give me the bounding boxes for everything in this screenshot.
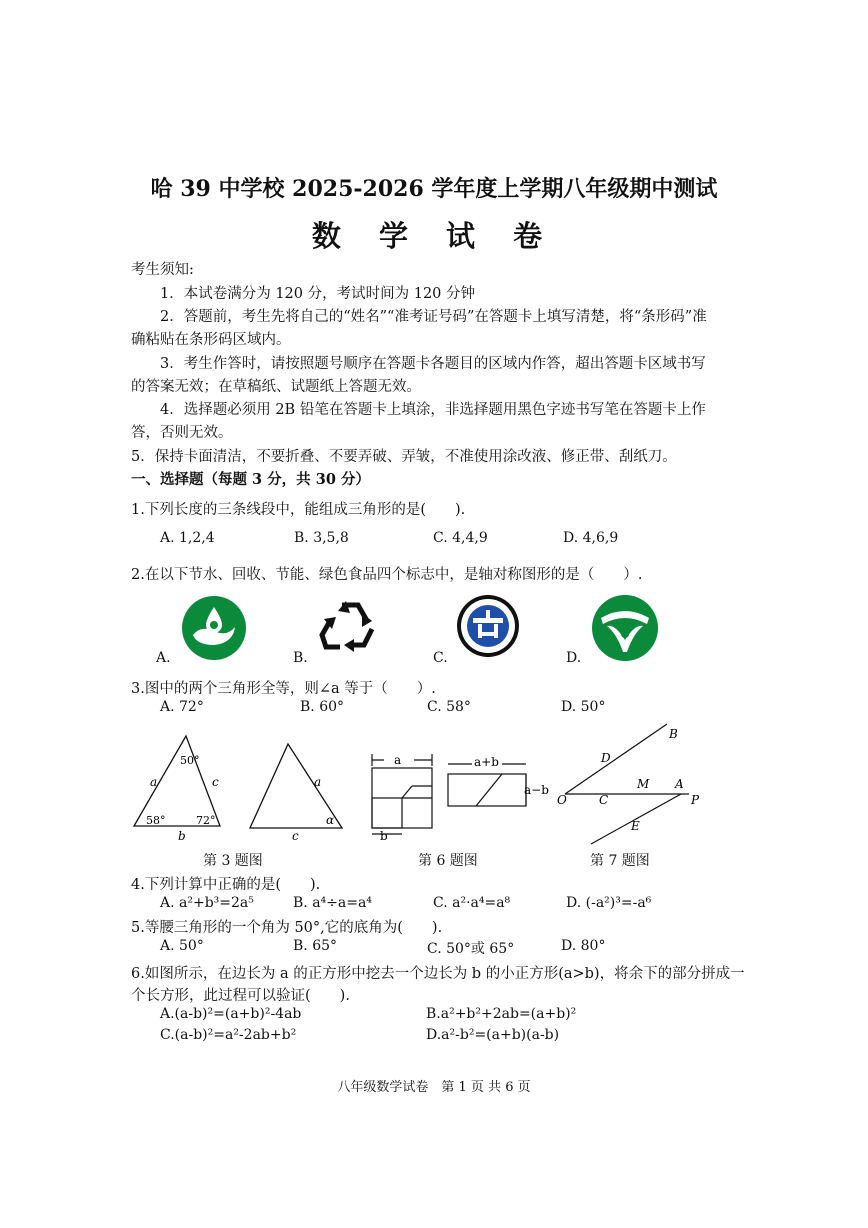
figure-7-lines — [555, 722, 715, 850]
water-saving-logo-icon — [181, 595, 247, 661]
point-o-label: O — [557, 793, 567, 807]
notice-line: 5．保持卡面清洁，不要折叠、不要弄破、弄皱，不准使用涂改液、修正带、刮纸刀。 — [131, 449, 677, 465]
question-4-stem: 4.下列计算中正确的是( ). — [131, 877, 321, 893]
figure-3-triangles — [128, 728, 358, 844]
triangle-1 — [134, 736, 220, 826]
q2-option-d: D. — [566, 650, 582, 666]
q5-option-d: D. 80° — [561, 938, 606, 954]
q2-option-b: B. — [293, 650, 308, 666]
exam-title: 哈 39 中学校 2025-2026 学年度上学期八年级期中测试 — [150, 176, 718, 202]
notice-line: 答，否则无效。 — [131, 425, 233, 441]
question-6-stem: 6.如图所示，在边长为 a 的正方形中挖去一个边长为 b 的小正方形(a>b)，将余下的部分拼成一 — [131, 966, 745, 982]
fig6-label-a: a — [394, 753, 402, 767]
angle-right-label: 72° — [196, 814, 216, 827]
t2-alpha-label: α — [326, 813, 335, 827]
q4-option-c: C. a²·a⁴=a⁸ — [433, 895, 511, 911]
q4-option-b: B. a⁴÷a=a⁴ — [293, 895, 372, 911]
notice-line: 4．选择题必须用 2B 铅笔在答题卡上填涂，非选择题用黑色字迹书写笔在答题卡上作 — [160, 402, 706, 418]
side-a-label: a — [150, 775, 158, 789]
figure-6-caption: 第 6 题图 — [418, 853, 478, 869]
exam-subtitle: 数 学 试 卷 — [311, 219, 557, 253]
q4-option-d: D. (-a²)³=-a⁶ — [566, 895, 652, 911]
question-2-stem: 2.在以下节水、回收、节能、绿色食品四个标志中，是轴对称图形的是（ ）. — [131, 567, 643, 583]
q5-option-b: B. 65° — [293, 938, 338, 954]
q3-option-b: B. 60° — [300, 699, 345, 715]
recycle-logo-icon — [318, 597, 382, 659]
notice-line: 3．考生作答时，请按照题号顺序在答题卡各题目的区域内作答，超出答题卡区域书写 — [160, 356, 706, 372]
question-6-stem-cont: 个长方形，此过程可以验证( ). — [131, 988, 350, 1004]
figure-3-caption: 第 3 题图 — [203, 853, 263, 869]
q2-option-c: C. — [433, 650, 448, 666]
q1-option-c: C. 4,4,9 — [433, 530, 488, 546]
q6-option-d: D.a²-b²=(a+b)(a-b) — [426, 1027, 560, 1043]
fig6-label-b: b — [380, 829, 388, 843]
angle-top-label: 50° — [180, 754, 200, 767]
notice-line: 2．答题前，考生先将自己的“姓名”“准考证号码”在答题卡上填写清楚，将“条形码”准 — [160, 309, 707, 325]
q2-option-a: A. — [156, 650, 171, 666]
point-b-label: B — [669, 727, 678, 741]
side-c-label: c — [212, 775, 219, 789]
question-3-stem: 3.图中的两个三角形全等，则∠a 等于（ ）. — [131, 681, 436, 697]
t2-side-a-label: a — [314, 775, 322, 789]
q6-option-c: C.(a-b)²=a²-2ab+b² — [160, 1027, 297, 1043]
angle-left-label: 58° — [146, 814, 166, 827]
q5-option-c: C. 50°或 65° — [427, 941, 515, 957]
t2-side-c-label: c — [292, 829, 299, 843]
q3-option-c: C. 58° — [427, 699, 471, 715]
notice-line: 1．本试卷满分为 120 分，考试时间为 120 分钟 — [160, 286, 476, 302]
question-5-stem: 5.等腰三角形的一个角为 50°,它的底角为( ). — [131, 920, 443, 936]
figure-7-caption: 第 7 题图 — [590, 853, 650, 869]
q6-option-b: B.a²+b²+2ab=(a+b)² — [426, 1006, 577, 1022]
q1-option-d: D. 4,6,9 — [563, 530, 619, 546]
point-c-label: C — [599, 793, 609, 807]
energy-saving-logo-icon — [456, 594, 520, 658]
q1-option-b: B. 3,5,8 — [294, 530, 349, 546]
section-heading: 一、选择题（每题 3 分，共 30 分） — [131, 471, 370, 488]
q3-option-d: D. 50° — [561, 699, 606, 715]
notice-line: 的答案无效；在草稿纸、试题纸上答题无效。 — [131, 379, 421, 395]
q1-option-a: A. 1,2,4 — [160, 530, 215, 546]
point-e-label: E — [631, 819, 640, 833]
question-1-stem: 1.下列长度的三条线段中，能组成三角形的是( ). — [131, 502, 466, 518]
notice-line: 确粘贴在条形码区域内。 — [131, 332, 291, 348]
notice-heading: 考生须知: — [131, 262, 194, 278]
q5-option-a: A. 50° — [160, 938, 204, 954]
point-a-label: A — [675, 777, 684, 791]
page-footer: 八年级数学试卷 第 1 页 共 6 页 — [337, 1080, 531, 1095]
side-b-label: b — [178, 829, 186, 843]
point-m-label: M — [637, 777, 650, 791]
figure-6-squares — [366, 748, 550, 844]
q3-option-a: A. 72° — [160, 699, 204, 715]
fig6-label-apb: a+b — [474, 755, 499, 769]
point-p-label: P — [691, 793, 700, 807]
fig6-label-amb: a−b — [524, 783, 549, 797]
q4-option-a: A. a²+b³=2a⁵ — [160, 895, 254, 911]
point-d-label: D — [601, 751, 611, 765]
q6-option-a: A.(a-b)²=(a+b)²-4ab — [160, 1006, 302, 1022]
green-food-logo-icon — [591, 594, 659, 662]
